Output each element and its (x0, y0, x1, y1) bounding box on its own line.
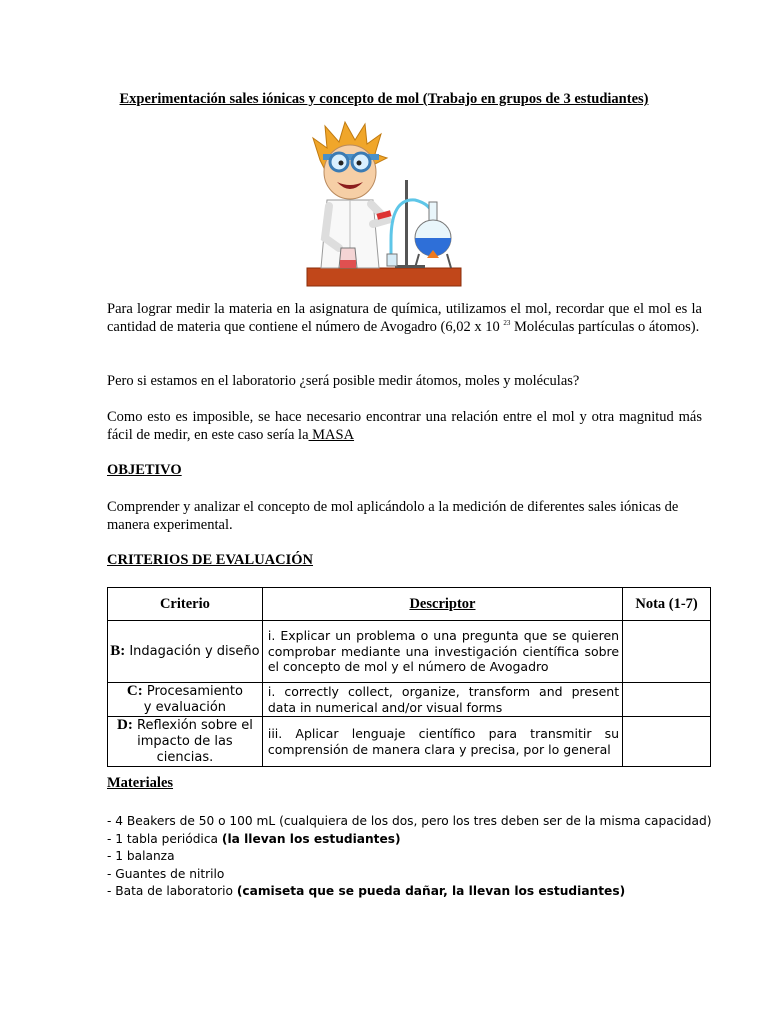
masa-term: MASA (308, 427, 355, 443)
criterion-label-line2: impacto de las ciencias. (137, 734, 233, 765)
intro-paragraph-2: Pero si estamos en el laboratorio ¿será posible medir átomos, moles y moléculas? (107, 373, 580, 389)
material-note: (camiseta que se pueda dañar, la llevan los estudiantes) (236, 884, 626, 898)
material-text: - Bata de laboratorio (107, 884, 237, 898)
objective-text: Comprender y analizar el concepto de mol aplicándolo a la medición de diferentes sales iónicas de manera experimental. (107, 499, 679, 533)
grade-cell[interactable] (623, 717, 711, 767)
materials-list (107, 813, 712, 901)
descriptor-header-text: Descriptor (409, 595, 476, 612)
list-item (107, 883, 712, 901)
column-header-criterio: Criterio (108, 588, 263, 621)
intro-paragraph-1 (107, 300, 702, 336)
table-row (108, 683, 711, 717)
scientist-illustration (305, 120, 463, 288)
criterion-letter: D: (117, 717, 133, 733)
column-header-descriptor (262, 588, 622, 621)
table-header-row (108, 588, 711, 621)
criterion-label: Indagación y diseño (125, 644, 260, 659)
list-item (107, 848, 712, 866)
list-item (107, 866, 712, 884)
material-text: - Guantes de nitrilo (107, 866, 225, 881)
criterion-cell (108, 621, 263, 683)
material-text: - 1 balanza (107, 849, 175, 863)
criterion-cell (108, 717, 263, 767)
list-item (107, 813, 712, 831)
descriptor-cell: i. Explicar un problema o una pregunta que se quieren comprobar mediante una investigación científica sobre el concepto de mol y el número de Avogadro (262, 621, 622, 683)
intro-text-b: Moléculas partículas o átomos). (510, 319, 700, 335)
table-row (108, 717, 711, 767)
descriptor-cell: i. correctly collect, organize, transform and present data in numerical and/or visual forms (262, 683, 622, 717)
material-text: - 4 Beakers de 50 o 100 mL (cualquiera de los dos, pero los tres deben ser de la misma capacidad) (107, 814, 712, 828)
materials-heading: Materiales (107, 775, 174, 791)
list-item (107, 831, 712, 849)
criterion-label-line2: y evaluación (143, 700, 227, 715)
descriptor-cell: iii. Aplicar lenguaje científico para transmitir su comprensión de manera clara y precisa, por lo general (262, 717, 622, 767)
material-text: - 1 tabla periódica (107, 831, 222, 846)
criterion-letter: C: (126, 683, 143, 699)
material-note: (la llevan los estudiantes) (221, 831, 401, 846)
intro-paragraph-3 (107, 408, 702, 444)
criterion-cell (108, 683, 263, 717)
table-row (108, 621, 711, 683)
intro-text-3: Como esto es imposible, se hace necesario encontrar una relación entre el mol y otra magnitud más fácil de medir, en este caso sería la (107, 409, 702, 443)
criterion-label: Reflexión sobre el (132, 718, 253, 733)
criterion-letter: B: (110, 643, 126, 659)
criteria-heading: CRITERIOS DE EVALUACIÓN (107, 552, 314, 568)
avogadro-exponent: 23 (503, 319, 511, 328)
intro-text-a: Para lograr medir la materia en la asignatura de química, utilizamos el mol, recordar que el mol es la cantidad de materia que contiene el número de Avogadro (6,02 x 10 (107, 301, 702, 335)
grade-cell[interactable] (623, 621, 711, 683)
grade-cell[interactable] (623, 683, 711, 717)
objective-heading: OBJETIVO (107, 462, 182, 478)
criteria-table (107, 587, 711, 767)
criterion-label: Procesamiento (142, 684, 243, 699)
column-header-nota: Nota (1-7) (623, 588, 711, 621)
page-title: Experimentación sales iónicas y concepto de mol (Trabajo en grupos de 3 estudiantes) (119, 91, 649, 107)
